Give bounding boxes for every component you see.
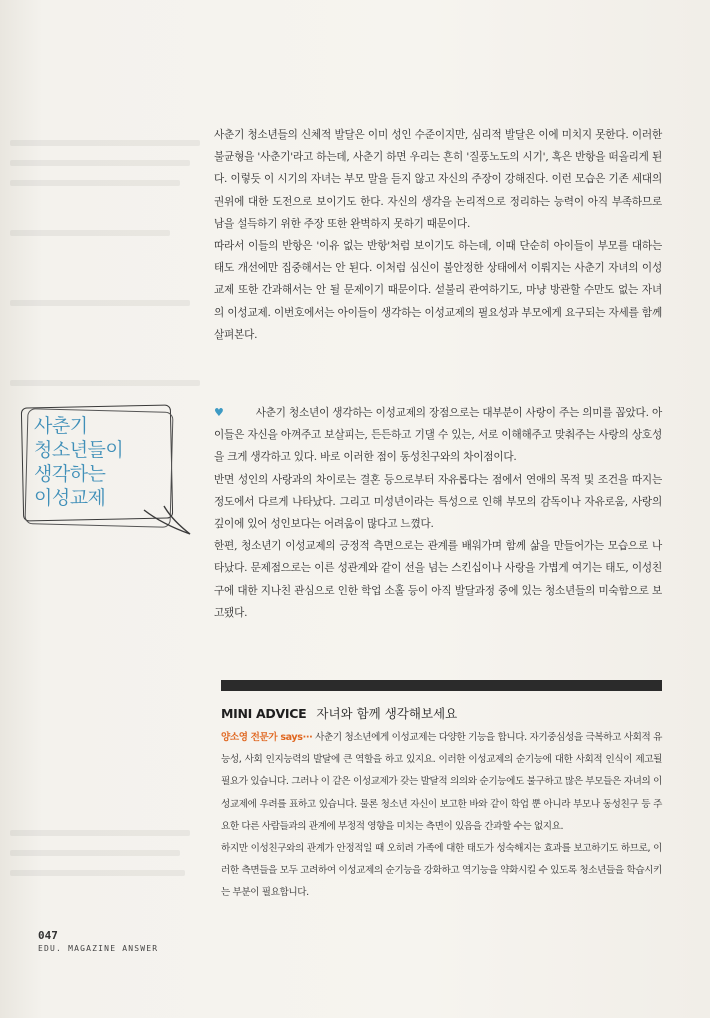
bleed-through-line <box>10 850 180 856</box>
section-title-line: 사춘기 <box>34 415 88 437</box>
magazine-name: EDU. MAGAZINE ANSWER <box>38 944 159 953</box>
intro-paragraph-1: 사춘기 청소년들의 신체적 발달은 이미 성인 수준이지만, 심리적 발달은 이에 미치지 못한다. 이러한 불균형을 '사춘기'라고 하는데, 사춘기 하면 우리는 흔히 '질풍노도의 시기', 혹은 반항을 떠올리게 된다. 이렇듯 이 시기의 자녀는 부모 말을 듣지 않고 자신의 주장이 강해진다. 이런 모습은 기존 세대의 권위에 대한 도전으로 보이기도 한다. 자신의 생각을 논리적으로 정리하는 능력이 아직 부족하므로 남을 설득하기 위한 주장 또한 완벽하지 못하기 때문이다. <box>214 129 662 230</box>
section-title-line: 이성교제 <box>34 487 106 509</box>
bleed-through-line <box>10 300 190 306</box>
section-paragraph-1 <box>214 402 662 469</box>
advice-speaker: 양소영 전문가 says··· <box>221 732 313 743</box>
bleed-through-line <box>10 140 200 146</box>
intro-paragraph-2: 따라서 이들의 반항은 '이유 없는 반항'처럼 보이기도 하는데, 이때 단순히 아이들이 부모를 대하는 태도 개선에만 집중해서는 안 된다. 이처럼 심신이 불안정한 상태에서 이뤄지는 사춘기 자녀의 이성교제 또한 간과해서는 안 될 문제이기 때문이다. 섣불리 관여하기도, 마냥 방관할 수만도 없는 자녀의 이성교제. 이번호에서는 아이들이 생각하는 이성교제의 필요성과 부모에게 요구되는 자세를 함께 살펴본다. <box>214 240 662 341</box>
section-paragraph-3: 한편, 청소년기 이성교제의 긍정적 측면으로는 관계를 배워가며 함께 삶을 만들어가는 모습으로 나타났다. 문제점으로는 이른 성관계와 같이 선을 넘는 스킨십이나 사랑을 가볍게 여기는 태도, 이성친구에 대한 지나친 관심으로 인한 학업 소홀 등이 아직 발달과정 중에 있는 청소년들의 미숙함으로 보고됐다. <box>214 540 662 619</box>
bleed-through-line <box>10 830 190 836</box>
section-body <box>214 402 662 624</box>
section-title <box>34 414 164 510</box>
advice-title: MINI ADVICE <box>221 706 307 721</box>
heart-icon: ♥ <box>214 406 224 419</box>
advice-divider-bar <box>221 680 662 691</box>
advice-paragraph-1-text: 사춘기 청소년에게 이성교제는 다양한 기능을 합니다. 자기중심성을 극복하고 사회적 유능성, 사회 인지능력의 발달에 큰 역할을 하고 있지요. 이러한 이성교제의 순기능에 대한 사회적 인식이 제고될 필요가 있습니다. 그러나 이 같은 이성교제가 갖는 발달적 의의와 순기능에도 불구하고 많은 부모들은 자녀의 이성교제에 우려를 표하고 있습니다. 물론 청소년 자신이 보고한 바와 같이 학업 뿐 아니라 부모나 동성친구 등 주요한 다른 사람들과의 관계에 부정적 영향을 미치는 측면이 있음을 간과할 수는 없지요. <box>221 732 662 832</box>
advice-subtitle: 자녀와 함께 생각해보세요 <box>316 706 458 721</box>
advice-heading <box>221 704 662 722</box>
intro-text <box>214 124 662 346</box>
section-title-box <box>22 406 172 522</box>
section-paragraph-1-text: 사춘기 청소년이 생각하는 이성교제의 장점으로는 대부분이 사랑이 주는 의미를 꼽았다. 아이들은 자신을 아껴주고 보살피는, 든든하고 기댈 수 있는, 서로 이해해주고 맞춰주는 사랑의 상호성을 크게 생각하고 있다. 바로 이러한 점이 동성친구와의 차이점이다. <box>214 407 662 464</box>
bleed-through-line <box>10 180 180 186</box>
advice-paragraph-1 <box>221 727 662 838</box>
speech-tail-icon <box>142 502 202 542</box>
bleed-through-line <box>10 380 200 386</box>
advice-paragraph-2: 하지만 이성친구와의 관계가 안정적일 때 오히려 가족에 대한 태도가 성숙해지는 효과를 보고하기도 하므로, 이러한 측면들을 모두 고려하여 이성교제의 순기능을 강화하고 역기능을 약화시킬 수 있도록 청소년들을 학습시키는 부분이 필요합니다. <box>221 843 662 899</box>
section-title-line: 청소년들이 <box>34 439 124 461</box>
advice-body <box>221 727 662 905</box>
page-number: 047 <box>38 929 58 942</box>
section-paragraph-2: 반면 성인의 사랑과의 차이로는 결혼 등으로부터 자유롭다는 점에서 연애의 목적 및 조건을 따지는 정도에서 다르게 나타났다. 그리고 미성년이라는 특성으로 인해 부모의 감독이나 자유로움, 사랑의 깊이에 있어 성인보다는 어려움이 많다고 느꼈다. <box>214 473 662 531</box>
bleed-through-line <box>10 870 185 876</box>
bleed-through-line <box>10 230 170 236</box>
bleed-through-line <box>10 160 190 166</box>
section-title-line: 생각하는 <box>34 463 106 485</box>
